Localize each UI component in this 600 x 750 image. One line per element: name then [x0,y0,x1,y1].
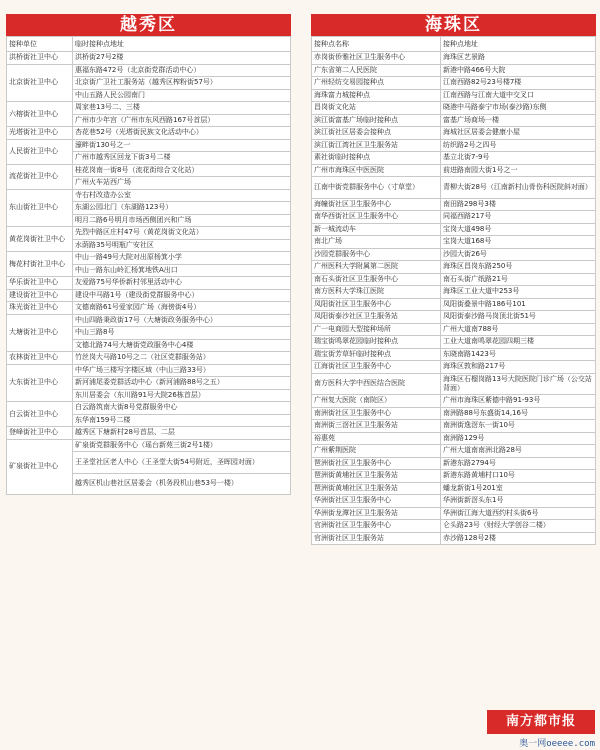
table-row [312,336,596,349]
name-cell: 瑞宝街芳草轩临时接种点 [312,348,441,361]
table-row [312,77,596,90]
table-row [7,127,291,140]
yuexiu-panel [6,14,291,495]
table-row [7,139,291,152]
address-cell: 华洲街新滘头东1号 [441,495,596,508]
name-cell: 南华西街社区卫生服务中心 [312,211,441,224]
address-cell: 宝岗大道168号 [441,236,596,249]
table-row [312,470,596,483]
table-row [7,439,291,452]
table-row [312,248,596,261]
table-row [312,373,596,395]
address-cell: 江南西路82号23号楼7楼 [441,77,596,90]
unit-cell: 六榕街社卫中心 [7,102,73,127]
name-cell: 昌岗街文化站 [312,102,441,115]
site-cell: 文德北路74号大塘街党政服务中心4楼 [73,339,291,352]
table-row [312,323,596,336]
name-cell: 官洲街社区卫生服务中心 [312,520,441,533]
name-cell: 新一城流动车 [312,223,441,236]
address-cell: 江南西路与江南大道中交叉口 [441,89,596,102]
table-row [312,152,596,165]
site-cell: 先烈中路区庄村47号（黄花岗街文化站） [73,227,291,240]
name-cell: 琶洲街黄埔社区卫生服务站 [312,482,441,495]
address-cell: 富基广场商场一楼 [441,114,596,127]
name-cell: 南洲街三滘社区卫生服务站 [312,420,441,433]
site-cell: 越秀区下塘新村28号首层、二层 [73,427,291,440]
table-row [312,89,596,102]
table-row [7,427,291,440]
address-cell: 仑头路23号（财经大学创谷二楼） [441,520,596,533]
address-cell: 南洲路129号 [441,432,596,445]
header-site: 临时接种点地址 [73,37,291,52]
address-cell: 基立北街7-9号 [441,152,596,165]
name-cell: 裕惠苑 [312,432,441,445]
address-cell: 工业大道南鸣翠花园四期三楼 [441,336,596,349]
table-row [312,520,596,533]
name-cell: 华洲街龙潭社区卫生服务站 [312,507,441,520]
site-cell: 广州火车站西广场 [73,177,291,190]
table-row [312,177,596,199]
site-cell: 桂花岗南一街8号（流花街综合文化站） [73,164,291,177]
table-row [312,507,596,520]
name-cell: 南洲街社区卫生服务中心 [312,407,441,420]
unit-cell: 大东街社卫中心 [7,364,73,402]
table-row [312,298,596,311]
site-cell: 中华广场三楼写字楼区域（中山三路33号） [73,364,291,377]
table-row [7,52,291,65]
site-cell: 中山一路49号大院对出原杨箕小学 [73,252,291,265]
table-row [312,311,596,324]
site-cell: 建设中马路1号（建设街党群服务中心） [73,289,291,302]
table-row [7,364,291,377]
name-cell: 江海街社区卫生服务中心 [312,361,441,374]
table-row [312,457,596,470]
name-cell: 赤岗街侨雅社区卫生服务中心 [312,52,441,65]
address-cell: 新港东路黄埔村口10号 [441,470,596,483]
address-cell: 东晓南路1423号 [441,348,596,361]
yuexiu-table [6,36,291,495]
site-cell: 王圣堂社区老人中心（王圣堂大街54号附近，圣晖园对面） [73,452,291,474]
table-row [312,139,596,152]
name-cell: 海幢街社区卫生服务中心 [312,198,441,211]
address-cell: 新港中路466号大院 [441,64,596,77]
header-name: 接种点名称 [312,37,441,52]
unit-cell: 人民街社卫中心 [7,139,73,164]
table-row [312,482,596,495]
site-cell: 广州市少年宫（广州市东风西路167号首层） [73,114,291,127]
table-row [312,445,596,458]
site-cell: 明月二路6号明月市场西侧团兴和广场 [73,214,291,227]
name-cell: 素社街临时接种点 [312,152,441,165]
unit-cell: 北京街社卫中心 [7,64,73,102]
table-row [7,302,291,315]
site-cell: 中山一路东山岭汇杨箕地铁A出口 [73,264,291,277]
address-cell: 南洲路88号东盛街14,16号 [441,407,596,420]
unit-cell: 白云街社卫中心 [7,402,73,427]
address-cell: 新港东路2794号 [441,457,596,470]
table-row [312,420,596,433]
name-cell: 南方医科大学中西医结合医院 [312,373,441,395]
name-cell: 沙园党群服务中心 [312,248,441,261]
table-row [7,64,291,77]
name-cell: 广东省第二人民医院 [312,64,441,77]
address-cell: 南田路298号3楼 [441,198,596,211]
address-cell: 纺织路2号之四号 [441,139,596,152]
newspaper-logo: 南方都市报 [487,710,595,734]
name-cell: 琶洲街社区卫生服务中心 [312,457,441,470]
name-cell: 广州医科大学附属第二医院 [312,261,441,274]
name-cell: 海珠富力城接种点 [312,89,441,102]
name-cell: 瑞宝街鸣翠花园临时接种点 [312,336,441,349]
unit-cell: 建设街社卫中心 [7,289,73,302]
table-row [7,227,291,240]
table-row [7,289,291,302]
name-cell: 琶洲街黄埔社区卫生服务站 [312,470,441,483]
site-cell: 中山五路人民公园南门 [73,89,291,102]
site-cell: 惠福东路472号（北京街党群活动中心） [73,64,291,77]
website-caption: 奥一网oeeee.com [519,739,595,749]
table-row [312,236,596,249]
name-cell: 广州轻纺交易园接种点 [312,77,441,90]
address-cell: 华洲街江海大道西约村头街6号 [441,507,596,520]
address-cell: 赤沙路128号2楼 [441,532,596,545]
unit-cell: 光塔街社卫中心 [7,127,73,140]
unit-cell: 矿泉街社卫中心 [7,439,73,495]
site-cell: 寺右村改造办公室 [73,189,291,202]
table-row [7,189,291,202]
unit-cell: 梅花村街社卫中心 [7,252,73,277]
address-cell: 蟠龙新街1号201室 [441,482,596,495]
address-cell: 广州大道南南洲北路28号 [441,445,596,458]
unit-cell: 东山街社卫中心 [7,189,73,227]
address-cell: 凤阳街叠景中路186号101 [441,298,596,311]
table-row [312,127,596,140]
name-cell: 江南中街党群服务中心（寸草堂） [312,177,441,199]
unit-cell: 流花街社卫中心 [7,164,73,189]
table-row [312,211,596,224]
site-cell: 越秀区机山巷社区居委会（机务段机山巷53号一楼） [73,473,291,495]
table-row [312,286,596,299]
table-row [7,277,291,290]
table-row [312,223,596,236]
haizhu-panel [311,14,596,545]
table-row [312,198,596,211]
table-row [312,52,596,65]
name-cell: 南方医科大学珠江医院 [312,286,441,299]
table-row [7,402,291,415]
table-row [312,361,596,374]
unit-cell: 华乐街社卫中心 [7,277,73,290]
table-row [312,432,596,445]
name-cell: 华洲街社区卫生服务中心 [312,495,441,508]
site-cell: 杏花巷52号（光塔街民族文化活动中心） [73,127,291,140]
address-cell: 海珠区敦和路217号 [441,361,596,374]
site-cell: 北京街广卫社工服务站（越秀区榨粉街57号） [73,77,291,90]
address-cell: 晓港中马路泰宁市场(泰沙路)东侧 [441,102,596,115]
haizhu-title: 海珠区 [311,14,596,36]
site-cell: 东湖公园北门（东湖路123号） [73,202,291,215]
address-cell: 沙园大街26号 [441,248,596,261]
address-cell: 凤阳街泰沙路马岗顶北街51号 [441,311,596,324]
name-cell: 南北广场 [312,236,441,249]
address-cell: 前进路南园大街1号之一 [441,164,596,177]
address-cell: 南石头街广纸路21号 [441,273,596,286]
site-cell: 洪桥街27号2楼 [73,52,291,65]
site-cell: 友爱路75号华侨新村邻里活动中心 [73,277,291,290]
site-cell: 濠畔街130号之一 [73,139,291,152]
name-cell: 滨江街社区居委会接种点 [312,127,441,140]
name-cell: 南石头街社区卫生服务中心 [312,273,441,286]
unit-cell: 大塘街社卫中心 [7,314,73,352]
name-cell: 广州紫荆医院 [312,445,441,458]
unit-cell: 黄花岗街社卫中心 [7,227,73,252]
address-cell: 广州市海珠区紫德中路91-93号 [441,395,596,408]
site-cell: 东川居委会（东川路91号大院26栋首层） [73,389,291,402]
site-cell: 矿泉街党群服务中心（瑶台新苑三街2号1楼） [73,439,291,452]
name-cell: 广州复大医院（南院区） [312,395,441,408]
address-cell: 海珠区石榴岗路13号大院医院门诊广场（公交站背面） [441,373,596,395]
table-row [312,495,596,508]
site-cell: 文德南路61号爱家园广场（海傍街4号） [73,302,291,315]
address-cell: 同福西路217号 [441,211,596,224]
address-cell: 南洲街逸滘东一街10号 [441,420,596,433]
site-cell: 周家巷13号二、三楼 [73,102,291,115]
site-cell: 新河浦尾委党群活动中心（新河浦路88号之五） [73,377,291,390]
header-unit: 接种单位 [7,37,73,52]
address-cell: 海珠区艺景路 [441,52,596,65]
address-cell: 广州大道南788号 [441,323,596,336]
name-cell: 凤阳街泰沙社区卫生服务站 [312,311,441,324]
table-row [7,314,291,327]
name-cell: 官洲街社区卫生服务站 [312,532,441,545]
table-row [312,114,596,127]
table-row [312,348,596,361]
site-cell: 东华南159号二楼 [73,414,291,427]
table-row [7,252,291,265]
table-row [7,352,291,365]
yuexiu-title: 越秀区 [6,14,291,36]
site-cell: 中山三路8号 [73,327,291,340]
table-row [7,102,291,115]
table-row [312,407,596,420]
table-row [312,261,596,274]
table-row [312,164,596,177]
address-cell: 海珠区工业大道中253号 [441,286,596,299]
address-cell: 海珠区昌岗东路250号 [441,261,596,274]
address-cell: 宝岗大道498号 [441,223,596,236]
table-row [312,395,596,408]
unit-cell: 登峰街社卫中心 [7,427,73,440]
haizhu-table [311,36,596,545]
header-address: 接种点地址 [441,37,596,52]
table-row [312,64,596,77]
unit-cell: 珠光街社卫中心 [7,302,73,315]
site-cell: 白云路筑南大街8号党群服务中心 [73,402,291,415]
address-cell: 海城社区居委会健康小屋 [441,127,596,140]
site-cell: 中山四路秉政街17号（大塘街政务服务中心） [73,314,291,327]
name-cell: 滨江街富基广场临时接种点 [312,114,441,127]
unit-cell: 洪桥街社卫中心 [7,52,73,65]
name-cell: 滨江街江湾社区卫生服务站 [312,139,441,152]
name-cell: 凤阳街社区卫生服务中心 [312,298,441,311]
site-cell: 广州市越秀区回龙下街3号二楼 [73,152,291,165]
table-row [312,102,596,115]
name-cell: 广一电商园大型接种场所 [312,323,441,336]
site-cell: 竹丝岗大马路10号之二（社区党群服务站） [73,352,291,365]
unit-cell: 农林街社卫中心 [7,352,73,365]
name-cell: 广州市海珠区中医医院 [312,164,441,177]
table-row [7,164,291,177]
table-row [312,273,596,286]
table-row [312,532,596,545]
address-cell: 青柳大街28号（江南新村山骨伤科医院斜对面） [441,177,596,199]
site-cell: 水荫路35号明瓶广安社区 [73,239,291,252]
